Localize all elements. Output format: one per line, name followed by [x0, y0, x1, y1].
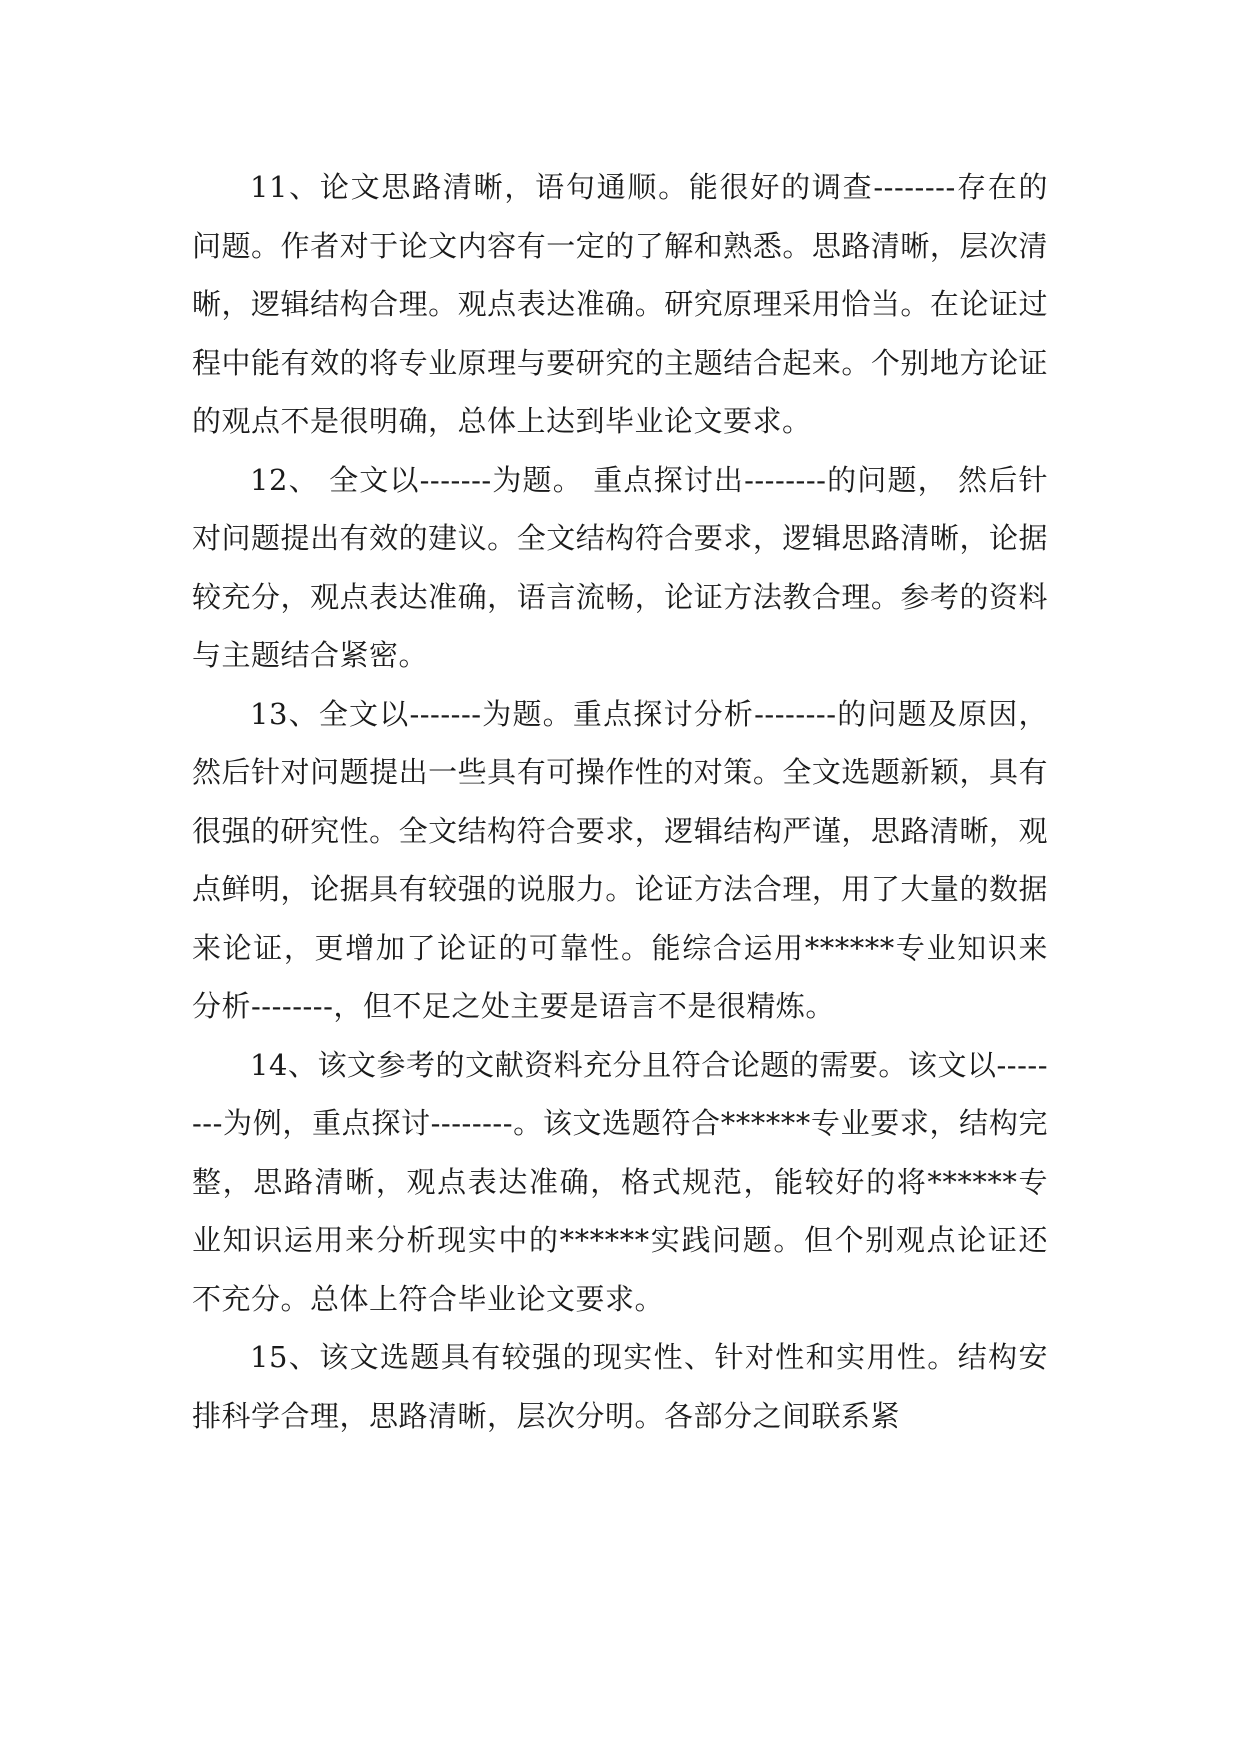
paragraph-14: 14、该文参考的文献资料充分且符合论题的需要。该文以--------为例，重点探讨--------。该文选题符合******专业要求，结构完整，思路清晰，观点表达准确，格式规范，能较好的将******专业知识运用来分析现实中的******实践问题。但个别观点论证还不充分。总体上符合毕业论文要求。 [192, 1047, 1048, 1316]
paragraph-13: 13、全文以-------为题。重点探讨分析--------的问题及原因，然后针对问题提出一些具有可操作性的对策。全文选题新颖，具有很强的研究性。全文结构符合要求，逻辑结构严谨，思路清晰，观点鲜明，论据具有较强的说服力。论证方法合理，用了大量的数据来论证，更增加了论证的可靠性。能综合运用******专业知识来分析--------，但不足之处主要是语言不是很精炼。 [192, 696, 1048, 1023]
document-body [192, 158, 1048, 1445]
paragraph-11: 11、论文思路清晰，语句通顺。能很好的调查--------存在的问题。作者对于论文内容有一定的了解和熟悉。思路清晰，层次清晰，逻辑结构合理。观点表达准确。研究原理采用恰当。在论证过程中能有效的将专业原理与要研究的主题结合起来。个别地方论证的观点不是很明确，总体上达到毕业论文要求。 [192, 170, 1048, 438]
paragraph-12: 12、 全文以-------为题。 重点探讨出--------的问题， 然后针对问题提出有效的建议。全文结构符合要求，逻辑思路清晰，论据较充分，观点表达准确，语言流畅，论证方法教合理。参考的资料与主题结合紧密。 [192, 462, 1048, 672]
paragraph-15: 15、该文选题具有较强的现实性、针对性和实用性。结构安排科学合理，思路清晰，层次分明。各部分之间联系紧 [192, 1340, 1048, 1433]
